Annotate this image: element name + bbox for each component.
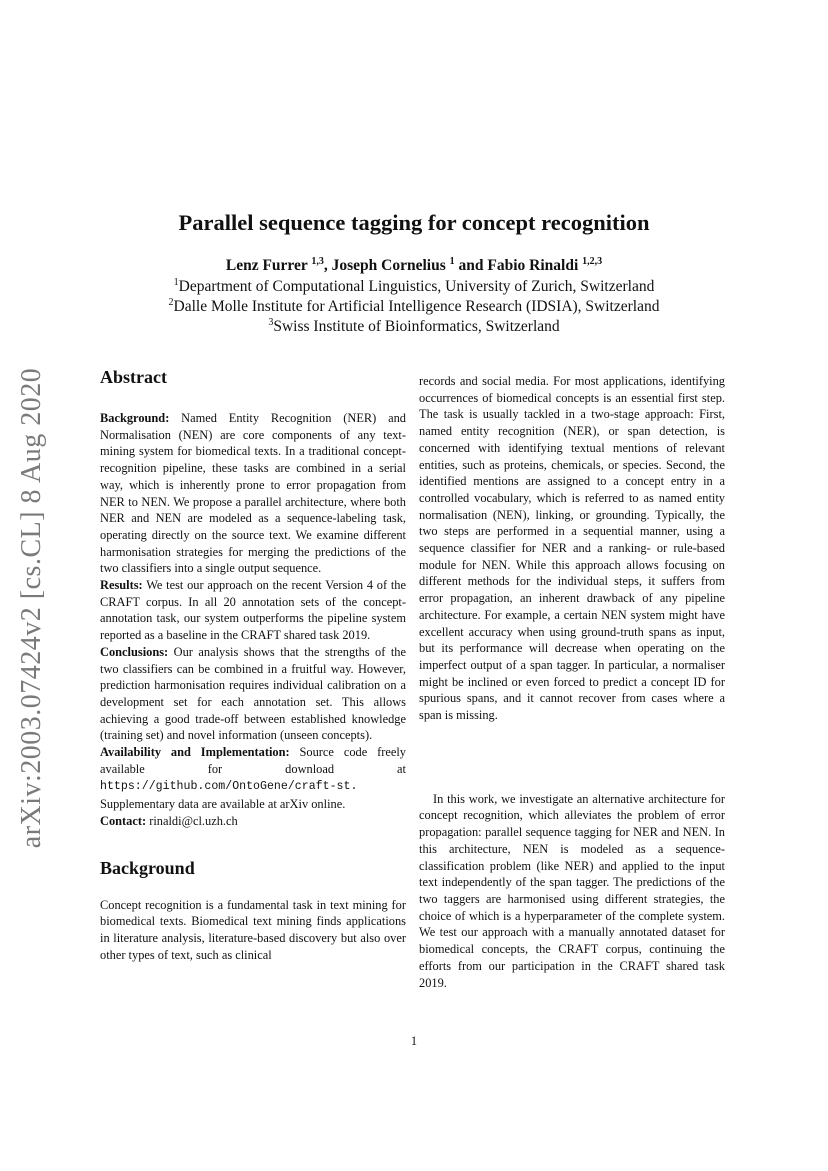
author-separator: and	[454, 257, 488, 275]
abstract-contact	[100, 813, 406, 830]
affiliation-text: Department of Computational Linguistics, University of Zurich, Switzerland	[178, 278, 655, 296]
affiliation-mark: 3	[268, 317, 274, 328]
abstract-availability-label: Availability and Implementation:	[100, 745, 290, 760]
background-paragraph-2: In this work, we investigate an alternative architecture for concept recognition, which alleviates the problem of error propagation: parallel sequence tagging for NER and NEN. In this architecture, NEN is modeled as a sequence-classification problem (like NER) and applied to the input text independently of the span tagger. The predictions of the two taggers are harmonised using different strategies, the choice of which is a hyperparameter of the complete system. We test our approach with a manually annotated dataset for biomedical concepts, the CRAFT corpus, continuing the efforts from our participation in the CRAFT shared task 2019.	[419, 791, 725, 990]
page-number: 1	[410, 1034, 418, 1048]
abstract-heading: Abstract	[100, 367, 167, 387]
abstract-conclusions-text: Our analysis shows that the strengths of the two classifiers can be combined in a fruitful way. However, prediction harmonisation requires individual calibration on a development set for each annotation set. This allows achieving a good trade-off between established knowledge (training set) and novel information (unseen concepts).	[100, 644, 406, 743]
abstract-background	[100, 410, 406, 577]
affiliation-mark: 2	[168, 297, 174, 308]
right-column	[419, 373, 725, 991]
paper-title: Parallel sequence tagging for concept recognition	[178, 210, 650, 235]
author-list	[0, 256, 828, 275]
abstract-conclusions-label: Conclusions:	[100, 644, 169, 659]
abstract-results-text: We test our approach on the recent Version 4 of the CRAFT corpus. In all 20 annotation sets of the concept-annotation task, our system outperforms the pipeline system reported as a baseline in the CRAFT shared task 2019.	[100, 578, 406, 643]
background-paragraph-1-continued: records and social media. For most applications, identifying occurrences of biomedical concepts is an essential first step. The task is usually tackled in a two-stage approach: First, named entity recognition (NER), or span detection, is concerned with identifying textual mentions of relevant entities, such as proteins, chemicals, or species. Second, the identified mentions are assigned to a concept entry in a controlled vocabulary, which is referred to as named entity normalisation (NEN), linking, or grounding. Typically, the two steps are performed in a sequential manner, using a sequence classifier for NER and a ranking- or rule-based module for NEN. While this approach allows focusing on different methods for the individual steps, it suffers from error propagation, an inherent drawback of any pipeline architecture. For example, a certain NEN system might have excellent accuracy when using ground-truth spans as input, but its performance will decrease when operating on the imperfect output of a span tagger. In particular, a normaliser might be inclined or even forced to predict a concept ID for spurious spans, and it cannot recover from cases where a span is missing.	[419, 374, 725, 723]
arxiv-side-stamp	[12, 368, 52, 848]
source-code-link[interactable]: https://github.com/OntoGene/craft-st.	[100, 780, 358, 794]
contact-email[interactable]: rinaldi@cl.uzh.ch	[149, 813, 238, 828]
author-affil-mark: 1	[449, 256, 455, 267]
affiliation	[0, 277, 828, 296]
affiliation-text: Swiss Institute of Bioinformatics, Switzerland	[273, 318, 560, 336]
affiliation	[0, 297, 828, 316]
abstract-availability	[100, 744, 406, 813]
author-name: Lenz Furrer	[225, 257, 308, 275]
abstract-background-label: Background:	[100, 411, 170, 425]
affiliation	[0, 317, 828, 336]
abstract-availability-post: Supplementary data are available at arXiv online.	[100, 797, 346, 812]
left-column	[100, 366, 406, 963]
abstract-conclusions	[100, 644, 406, 744]
author-separator: ,	[323, 257, 332, 275]
abstract-background-text: Named Entity Recognition (NER) and Normalisation (NEN) are core components of any text-mining system for biomedical texts. In a traditional concept-recognition pipeline, these tasks are combined in a serial way, which is inherently prone to error propagation from NER to NEN. We propose a parallel architecture, where both NER and NEN are modeled as a sequence-labeling task, operating directly on the source text. We examine different harmonisation strategies for merging the predictions of the two classifiers into a single output sequence.	[100, 411, 406, 576]
author-affil-mark: 1,3	[311, 256, 324, 267]
author-affil-mark: 1,2,3	[582, 256, 603, 267]
background-paragraph-1-start: Concept recognition is a fundamental task in text mining for biomedical texts. Biomedical text mining finds applications in literature analysis, literature-based discovery but also over other types of text, such as clinical	[100, 897, 406, 962]
background-heading: Background	[100, 857, 195, 878]
affiliation-mark: 1	[173, 277, 179, 288]
arxiv-identifier: arXiv:2003.07424v2 [cs.CL] 8 Aug 2020	[16, 367, 47, 849]
abstract-results-label: Results:	[100, 578, 143, 593]
abstract-availability-text: Source code freely available for download at	[100, 745, 406, 776]
author-name: Fabio Rinaldi	[487, 257, 579, 275]
author-name: Joseph Cornelius	[331, 257, 446, 275]
affiliation-text: Dalle Molle Institute for Artificial Intelligence Research (IDSIA), Switzerland	[173, 298, 660, 316]
abstract-results	[100, 577, 406, 644]
abstract-contact-label: Contact:	[100, 813, 147, 828]
